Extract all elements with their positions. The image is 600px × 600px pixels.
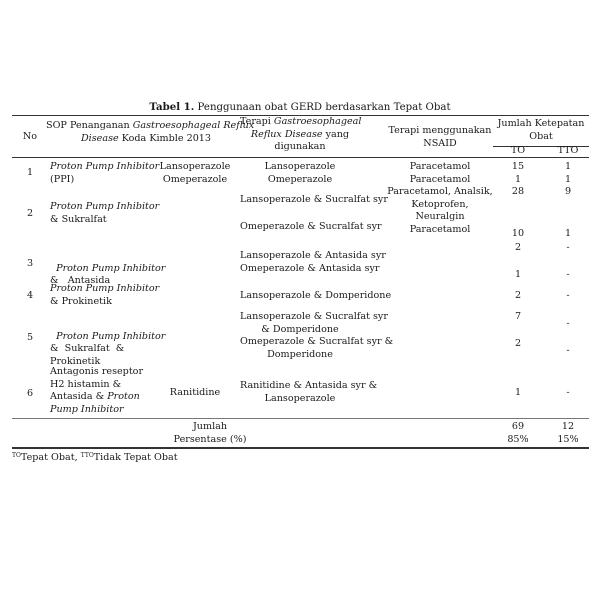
row2-to-2: 10 (511, 228, 525, 239)
row3-tto-2: - (566, 269, 570, 280)
row5-sop (50, 318, 165, 368)
row1-nsaid (385, 161, 495, 186)
table-bottom-rule (12, 447, 589, 449)
persentase-label: Persentase (%) (173, 433, 247, 445)
header-sop-suffix: Koda Kimble 2013 (118, 132, 212, 144)
header-nsaid (385, 125, 495, 150)
row3-to-2: 1 (514, 269, 522, 280)
row1-to-1: 15 (511, 161, 525, 172)
header-terapi (240, 116, 360, 154)
row1-tto-2: 1 (564, 173, 572, 185)
row1-tto (549, 161, 587, 186)
totals-to (500, 421, 536, 446)
row6-sop-l2: H2 histamin & (50, 378, 122, 390)
row1-terapi-l1: Lansoperazole (264, 161, 336, 172)
header-to: TO (510, 145, 526, 156)
row6-terapi (240, 380, 378, 405)
footnote (12, 450, 178, 465)
row3-terapi-l2: Omeperazole & Antasida syr (240, 262, 380, 274)
row1-kk-l2: Omeperazole (162, 173, 228, 185)
row5-terapi (240, 311, 394, 361)
row6-tto: - (566, 387, 570, 398)
row5-sop-l1: Proton Pump Inhibitor (56, 330, 166, 342)
row2-nsaid-l4: Paracetamol (409, 223, 471, 235)
row3-sop-l1: Proton Pump Inhibitor (56, 262, 166, 274)
row6-kk: Ranitidine (169, 387, 221, 398)
row5-sop-l2: & Sukralfat & (50, 343, 125, 354)
row6-terapi-l1: Ranitidine & Antasida syr & (240, 380, 378, 391)
row1-kk-l1: Lansoperazole (159, 161, 231, 172)
header-tto: TTO (557, 145, 579, 156)
totals-labels (150, 421, 270, 446)
header-sop-prefix: SOP Penanganan (46, 120, 133, 131)
row3-to-1: 2 (514, 242, 522, 253)
totals-tto (549, 421, 587, 446)
row2-no: 2 (26, 208, 34, 219)
header-no: No (22, 131, 38, 142)
caption-label: Tabel 1. (149, 101, 195, 113)
body-bottom-rule (12, 418, 589, 419)
header-nsaid-l1: Terapi menggunakan (388, 125, 492, 136)
to-total: 69 (511, 421, 525, 432)
header-jumlah-l1: Jumlah Ketepatan (497, 118, 585, 129)
row6-sop-l3-italic: Proton (107, 391, 140, 402)
table-caption (0, 101, 600, 113)
row1-kk (150, 161, 240, 186)
row5-terapi-l4: Domperidone (267, 348, 333, 360)
footnote-tto-sup: TTO (80, 452, 94, 459)
row1-no: 1 (26, 167, 34, 178)
row1-terapi-l2: Omeperazole (267, 173, 333, 185)
header-sop (46, 120, 255, 145)
row5-sop-l3: Prokinetik (50, 355, 101, 367)
row5-terapi-l2: & Domperidone (261, 323, 339, 335)
row2-sop-l2: & Sukralfat (50, 213, 107, 225)
row4-sop (50, 283, 159, 308)
row1-sop-l2: (PPI) (50, 173, 75, 185)
row3-sop-l2: & Antasida (50, 275, 111, 286)
row6-terapi-l2: Lansoperazole (264, 392, 336, 404)
caption-text: Penggunaan obat GERD berdasarkan Tepat Obat (194, 102, 451, 113)
row3-terapi (240, 250, 386, 275)
footnote-to-sup: TO (12, 452, 21, 459)
row2-sop-l1: Proton Pump Inhibitor (50, 201, 160, 212)
row1-nsaid-l1: Paracetamol (409, 161, 471, 172)
row4-to: 2 (514, 290, 522, 301)
header-terapi-italic: Gastroesophageal (273, 116, 362, 127)
row1-sop-l1: Proton Pump Inhibitor (50, 161, 160, 172)
row5-tto-2: - (566, 345, 570, 356)
row5-no: 5 (26, 332, 34, 343)
row6-sop-l3-prefix: Antasida & (50, 391, 108, 402)
row1-terapi (240, 161, 360, 186)
row6-sop (50, 366, 143, 416)
header-sop-italic2: Disease (80, 132, 119, 144)
tto-percent: 15% (557, 433, 579, 445)
header-terapi-line3: digunakan (274, 141, 326, 152)
row2-nsaid (385, 186, 495, 236)
row6-to: 1 (514, 387, 522, 398)
row4-sop-l1: Proton Pump Inhibitor (50, 283, 160, 294)
row1-to-2: 1 (514, 173, 522, 185)
row3-tto-1: - (566, 242, 570, 253)
header-jumlah (493, 118, 589, 143)
row3-sop (50, 250, 165, 288)
row2-nsaid-l2: Ketoprofen, (411, 198, 469, 210)
row1-nsaid-l2: Paracetamol (409, 173, 471, 185)
footnote-to-text: Tepat Obat, (20, 452, 81, 463)
row2-tto-2: 1 (564, 228, 572, 239)
row6-sop-l4: Pump Inhibitor (50, 403, 124, 415)
row3-no: 3 (26, 258, 34, 269)
row2-tto-1: 9 (564, 186, 572, 197)
footnote-tto-text: Tidak Tepat Obat (93, 452, 178, 463)
header-jumlah-l2: Obat (529, 130, 553, 142)
row2-nsaid-l1: Paracetamol, Analsik, (387, 186, 493, 197)
row1-tto-1: 1 (564, 161, 572, 172)
row6-sop-l1: Antagonis reseptor (50, 366, 144, 377)
row2-terapi-2: Omeperazole & Sucralfat syr (240, 221, 382, 232)
header-nsaid-l2: NSAID (423, 137, 457, 149)
row3-terapi-l1: Lansoperazole & Antasida syr (240, 250, 386, 261)
header-terapi-italic2: Reflux Disease (250, 128, 323, 140)
row5-to-2: 2 (514, 338, 522, 349)
row1-to (500, 161, 536, 186)
row4-tto: - (566, 290, 570, 301)
row4-sop-l2: & Prokinetik (50, 295, 112, 307)
header-terapi-prefix: Terapi (240, 116, 274, 127)
row5-terapi-l3: Omeperazole & Sucralfat syr & (240, 336, 394, 347)
row2-to-1: 28 (511, 186, 525, 197)
row1-sop (50, 161, 159, 186)
header-terapi-suffix: yang (322, 128, 350, 140)
row4-terapi: Lansoperazole & Domperidone (240, 290, 392, 301)
row5-to-1: 7 (514, 311, 522, 322)
jumlah-label: Jumlah (192, 421, 228, 432)
row4-no: 4 (26, 290, 34, 301)
to-percent: 85% (507, 433, 529, 445)
header-sop-italic: Gastroesophageal Reflux (132, 120, 255, 131)
row5-tto-1: - (566, 318, 570, 329)
row2-sop (50, 201, 159, 226)
tto-total: 12 (561, 421, 575, 432)
row2-terapi-1: Lansoperazole & Sucralfat syr (240, 194, 388, 205)
row5-terapi-l1: Lansoperazole & Sucralfat syr (240, 311, 388, 322)
row6-no: 6 (26, 388, 34, 399)
row2-nsaid-l3: Neuralgin (415, 211, 465, 222)
